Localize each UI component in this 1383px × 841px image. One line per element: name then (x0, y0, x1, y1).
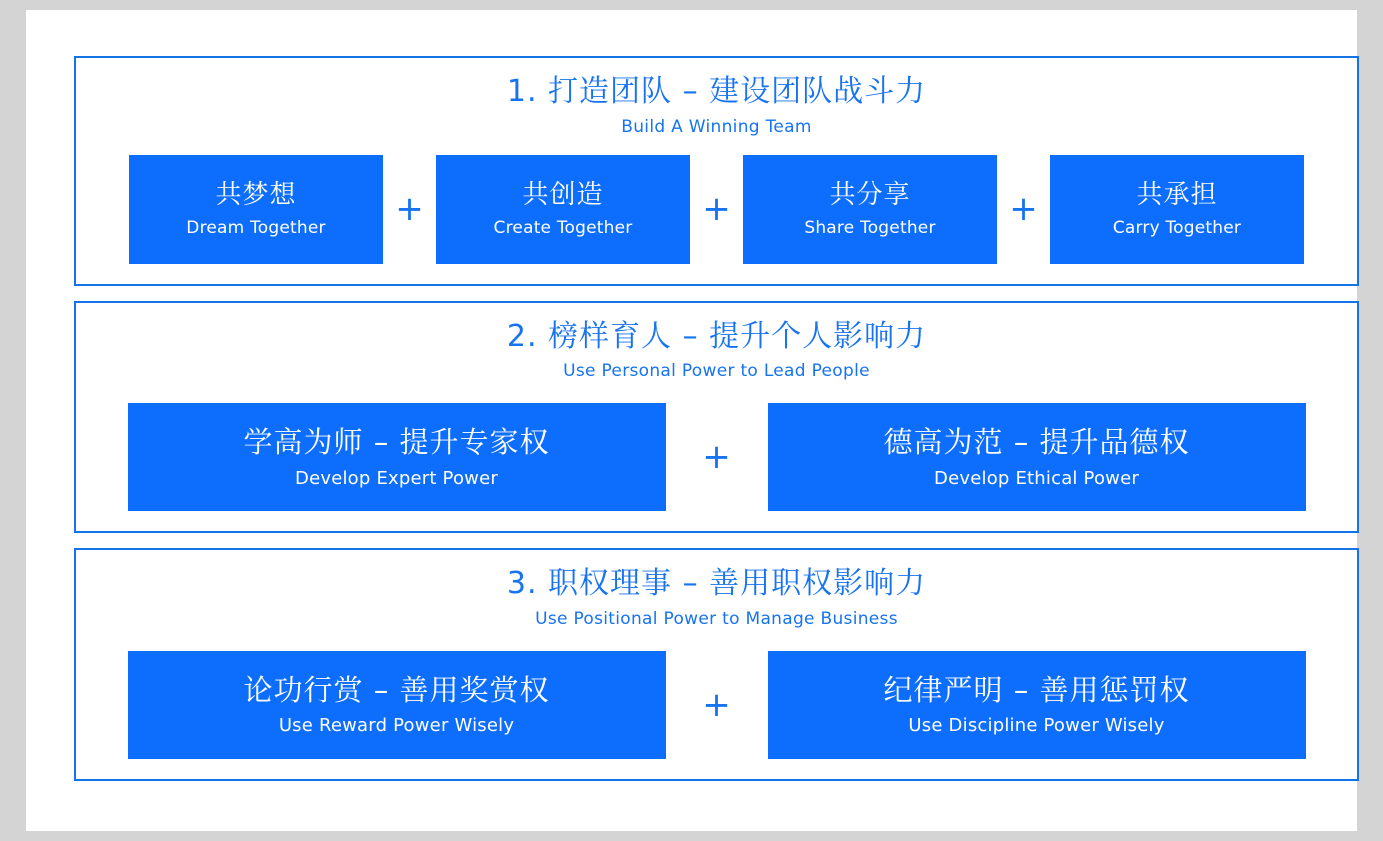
plus-icon: + (395, 189, 424, 229)
section-title: 1. 打造团队 – 建设团队战斗力 (506, 74, 927, 109)
tile-row (76, 155, 1357, 264)
tile-ethical-power (768, 403, 1306, 511)
tile-title-en: Carry Together (1112, 217, 1242, 238)
section-build-team (74, 56, 1359, 286)
tile-dream-together (129, 155, 383, 264)
tile-title-cn: 共梦想 (215, 180, 297, 211)
section-lead-people (74, 301, 1359, 534)
tile-title-cn: 共分享 (829, 180, 911, 211)
section-title: 3. 职权理事 – 善用职权影响力 (506, 566, 927, 601)
section-subtitle: Use Personal Power to Lead People (563, 361, 870, 381)
tile-title-en: Develop Ethical Power (934, 467, 1139, 489)
section-manage-business (74, 548, 1359, 781)
tile-title-en: Use Reward Power Wisely (278, 715, 515, 737)
tile-expert-power (128, 403, 666, 511)
tile-create-together (436, 155, 690, 264)
tile-title-cn: 纪律严明 – 善用惩罚权 (883, 672, 1190, 707)
plus-icon: + (702, 684, 731, 725)
plus-icon: + (702, 437, 731, 477)
section-subtitle: Build A Winning Team (621, 116, 812, 137)
tile-discipline-power (768, 651, 1306, 759)
tile-title-en: Develop Expert Power (295, 467, 498, 489)
section-subtitle: Use Positional Power to Manage Business (535, 608, 898, 629)
sections-container (74, 56, 1359, 781)
tile-title-cn: 学高为师 – 提升专家权 (243, 425, 550, 460)
slide-canvas (26, 10, 1357, 831)
tile-row (76, 403, 1357, 511)
tile-row (76, 651, 1357, 759)
tile-title-en: Share Together (804, 217, 936, 238)
tile-title-cn: 共承担 (1136, 180, 1218, 211)
tile-title-cn: 德高为范 – 提升品德权 (883, 425, 1190, 460)
plus-icon: + (1009, 189, 1038, 229)
tile-reward-power (128, 651, 666, 759)
tile-title-en: Dream Together (186, 217, 326, 238)
plus-icon: + (702, 189, 731, 229)
tile-title-en: Use Discipline Power Wisely (908, 715, 1165, 737)
tile-title-cn: 共创造 (522, 180, 604, 211)
tile-share-together (743, 155, 997, 264)
section-title: 2. 榜样育人 – 提升个人影响力 (506, 318, 927, 354)
tile-carry-together (1050, 155, 1304, 264)
tile-title-en: Create Together (493, 217, 633, 238)
tile-title-cn: 论功行赏 – 善用奖赏权 (243, 672, 550, 707)
